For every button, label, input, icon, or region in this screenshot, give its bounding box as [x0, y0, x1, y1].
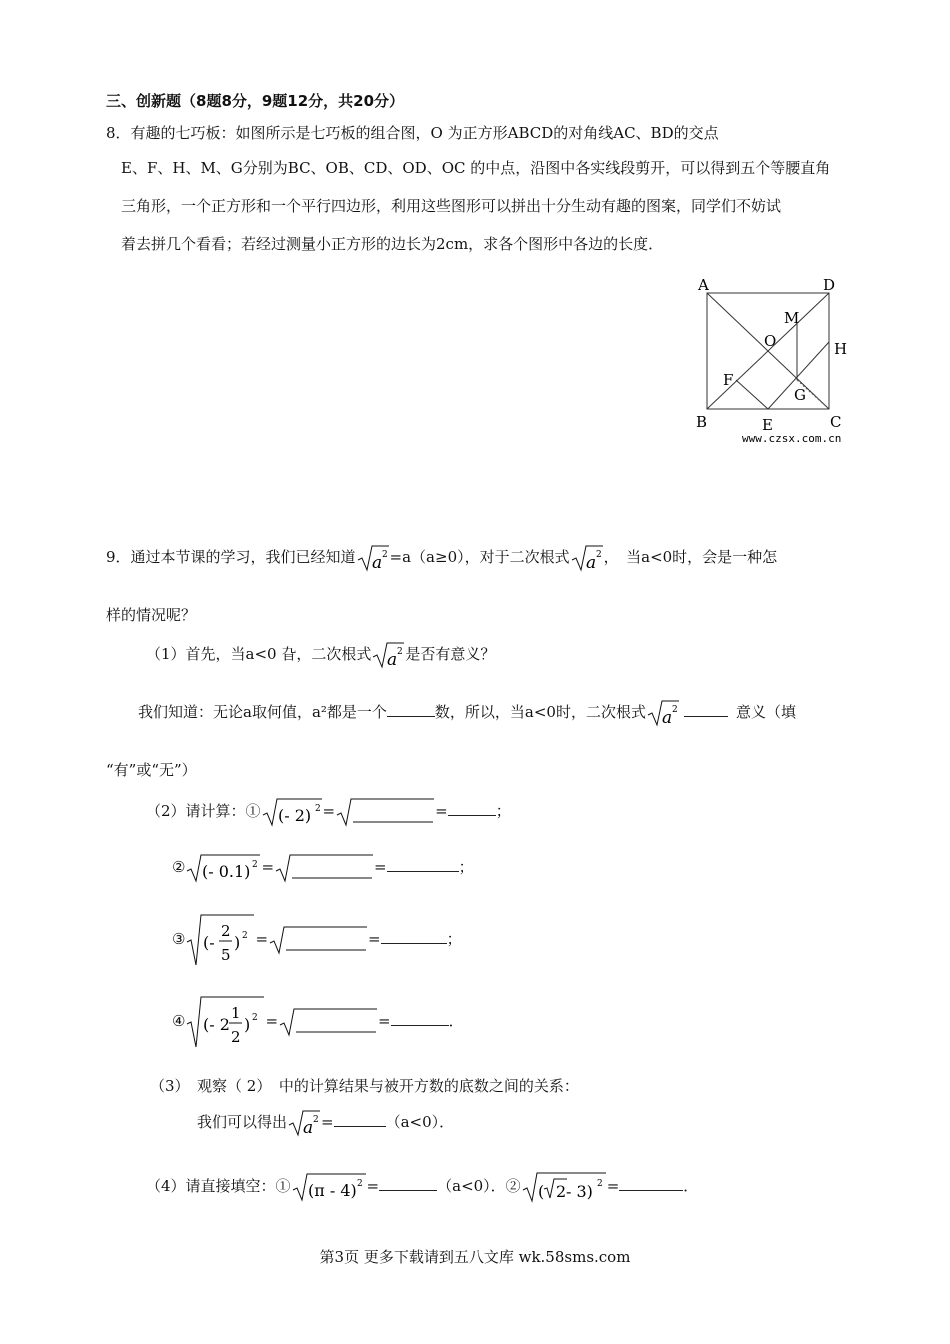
sqrt-blank-icon — [335, 796, 435, 828]
q9-part2-item2 — [172, 852, 474, 884]
sqrt-a2-icon — [356, 543, 390, 573]
answer-blank[interactable] — [387, 702, 435, 717]
q9-intro-c: ， 当a<0时，会是一种怎 — [603, 548, 778, 566]
sqrt-a2-icon — [371, 640, 405, 670]
q9-intro-d: 样的情况呢？ — [106, 606, 197, 624]
sqrt-expr-icon — [185, 852, 261, 884]
sqrt-blank-icon — [274, 852, 374, 884]
sqrt-fraction-icon — [185, 912, 255, 968]
q9-intro-b: =a（a≥0），对于二次根式 — [389, 548, 570, 566]
label-m: M — [784, 309, 800, 327]
answer-blank[interactable] — [448, 801, 496, 816]
part1-text-a: （1）首先，当a<0 旮，二次根式 — [146, 645, 372, 663]
svg-text:2: 2 — [252, 1013, 259, 1023]
svg-text:2: 2 — [242, 931, 249, 941]
q9-part2-item1 — [146, 796, 511, 828]
svg-text:(- 0.1): (- 0.1) — [202, 862, 251, 881]
sqrt-a2-icon — [287, 1108, 321, 1138]
svg-text:2: 2 — [595, 550, 602, 560]
answer-blank[interactable] — [619, 1176, 683, 1191]
part1-ans-c: 意义（填 — [735, 703, 796, 721]
q8-line-3: 三角形，一个正方形和一个平行四边形，利用这些图形可以拼出十分生动有趣的图案，同学们不妨试 — [121, 197, 782, 215]
svg-text:a: a — [303, 1118, 314, 1138]
svg-text:a: a — [387, 650, 398, 670]
tangram-figure — [690, 276, 850, 446]
label-d: D — [823, 276, 836, 294]
label-a: A — [698, 276, 709, 294]
sqrt-mixed-number-icon — [185, 994, 265, 1050]
svg-text:a: a — [371, 553, 382, 573]
label-h: H — [834, 340, 848, 358]
equals: = — [261, 858, 275, 876]
equals: = — [322, 802, 336, 820]
svg-text:(- 2): (- 2) — [277, 806, 311, 825]
period: ． — [448, 1012, 464, 1030]
equals: = — [378, 1012, 391, 1030]
label-e: E — [762, 416, 773, 434]
page-footer: 第3页 更多下载请到五八文库 wk.58sms.com — [319, 1248, 631, 1266]
part1-ans-d: “有”或“无”） — [106, 761, 197, 779]
sqrt-a2-icon — [570, 543, 604, 573]
part2-label: （2）请计算：① — [146, 802, 261, 820]
svg-text:): ) — [244, 1015, 251, 1034]
period: ． — [683, 1177, 699, 1195]
section-heading: 三、创新题（8题8分，9题12分，共20分） — [106, 92, 405, 110]
svg-text:2: 2 — [221, 922, 231, 940]
svg-text:(-: (- — [203, 933, 216, 952]
watermark: www.czsx.com.cn — [742, 432, 842, 445]
svg-text:(- 2: (- 2 — [203, 1015, 231, 1034]
label-f: F — [723, 371, 734, 389]
q9-part3-answer — [197, 1108, 454, 1138]
svg-text:5: 5 — [221, 946, 231, 964]
q9-part1-question — [146, 640, 495, 670]
label-c: C — [830, 413, 842, 431]
answer-blank[interactable] — [381, 929, 447, 944]
sqrt-expr-icon — [261, 796, 323, 828]
item-3-marker: ③ — [172, 930, 186, 948]
svg-text:a: a — [585, 553, 596, 573]
equals: = — [321, 1113, 334, 1131]
semicolon: ； — [446, 930, 462, 948]
label-o: O — [764, 332, 777, 350]
svg-text:1: 1 — [231, 1004, 241, 1022]
semicolon: ； — [495, 802, 511, 820]
svg-text:): ) — [234, 933, 241, 952]
answer-blank[interactable] — [379, 1176, 437, 1191]
equals: = — [368, 930, 381, 948]
svg-text:2: 2 — [252, 860, 259, 870]
svg-text:2: 2 — [671, 705, 678, 715]
q9-part4 — [146, 1170, 698, 1204]
svg-text:2: 2 — [231, 1028, 241, 1046]
sqrt-blank-icon — [278, 1006, 378, 1038]
part3-text-b: 我们可以得出 — [197, 1113, 288, 1131]
segment-fe — [736, 380, 768, 409]
answer-blank[interactable] — [391, 1011, 449, 1026]
svg-text:(π - 4): (π - 4) — [307, 1181, 357, 1200]
part1-ans-a: 我们知道：无论a取何值，a²都是一个 — [138, 703, 387, 721]
q8-line-4: 着去拼几个看看；若经过测量小正方形的边长为2cm，求各个图形中各边的长度． — [121, 235, 664, 253]
part3-text-c: （a<0）． — [385, 1113, 455, 1131]
svg-text:2: 2 — [381, 550, 388, 560]
svg-text:2: 2 — [555, 1182, 566, 1201]
svg-text:2: 2 — [397, 647, 404, 657]
answer-blank[interactable] — [334, 1112, 386, 1127]
sqrt-nested-icon — [521, 1170, 607, 1204]
part1-ans-b: 数，所以，当a<0时，二次根式 — [434, 703, 646, 721]
answer-blank[interactable] — [387, 857, 459, 872]
equals: = — [374, 858, 387, 876]
semicolon: ； — [458, 858, 474, 876]
q9-intro-line — [106, 543, 777, 573]
svg-text:- 3): - 3) — [565, 1182, 593, 1201]
label-b: B — [696, 413, 708, 431]
q8-line-2: E、F、H、M、G分别为BC、OB、CD、OD、OC 的中点，沿图中各实线段剪开，可以得到五个等腰直角 — [121, 159, 831, 177]
q9-part3-question: （3） 观察（ 2） 中的计算结果与被开方数的底数之间的关系： — [150, 1077, 579, 1095]
equals: = — [366, 1177, 380, 1195]
part1-text-b: 是否有意义？ — [405, 645, 496, 663]
equals: = — [606, 1177, 620, 1195]
q8-line-1: 8．有趣的七巧板：如图所示是七巧板的组合图，O 为正方形ABCD的对角线AC、BD的交点 — [106, 124, 719, 142]
equals: = — [435, 802, 448, 820]
q9-intro-a: 9．通过本节课的学习，我们已经知道 — [106, 548, 356, 566]
q9-part2-item3 — [172, 912, 462, 968]
part4-text-a: （4）请直接填空：① — [146, 1177, 291, 1195]
equals: = — [265, 1012, 279, 1030]
item-4-marker: ④ — [172, 1012, 186, 1030]
svg-text:2: 2 — [314, 804, 321, 814]
sqrt-a2-icon — [646, 698, 680, 728]
svg-text:2: 2 — [356, 1179, 363, 1189]
svg-text:2: 2 — [313, 1115, 319, 1125]
sqrt-pi-icon — [291, 1171, 367, 1203]
q9-part1-answer — [138, 698, 796, 728]
svg-text:(: ( — [537, 1182, 544, 1201]
q9-part2-item4 — [172, 994, 464, 1050]
svg-text:a: a — [661, 708, 673, 728]
item-2-marker: ② — [172, 858, 186, 876]
svg-text:2: 2 — [596, 1179, 603, 1189]
label-g: G — [794, 386, 806, 404]
equals: = — [255, 930, 269, 948]
answer-blank[interactable] — [684, 702, 728, 717]
sqrt-blank-icon — [268, 924, 368, 956]
part4-text-b: （a<0）．② — [437, 1177, 521, 1195]
